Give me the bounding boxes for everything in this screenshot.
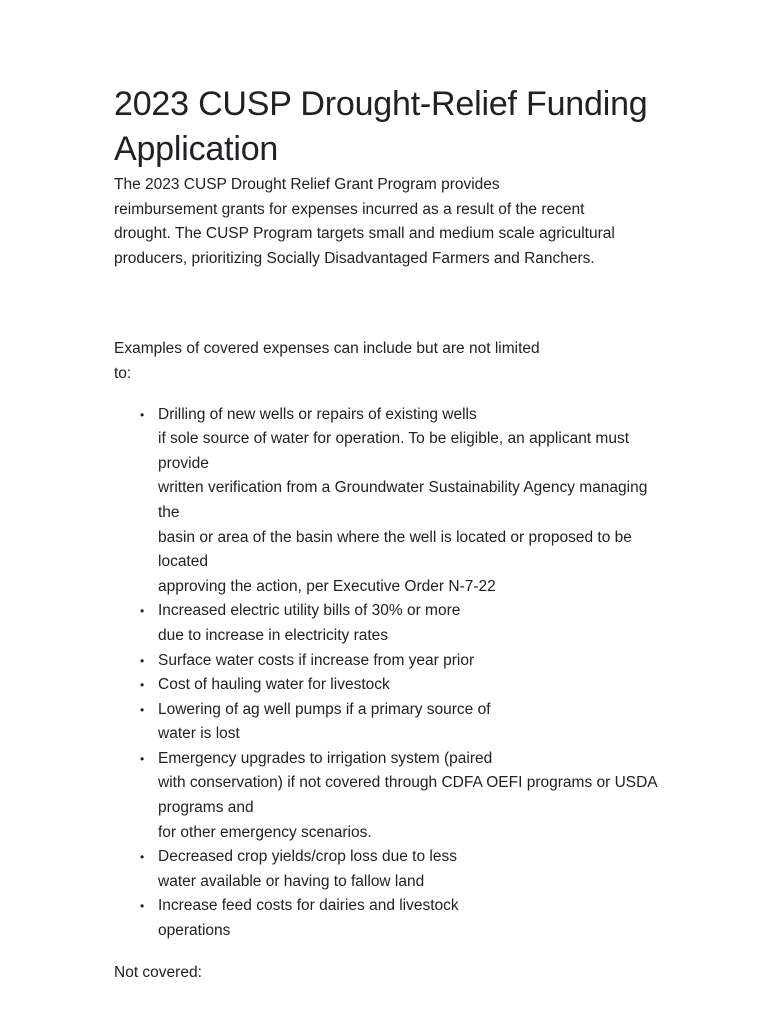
bullet-icon: •: [140, 678, 145, 693]
bullet-icon: •: [140, 407, 145, 422]
examples-line: to:: [114, 364, 132, 382]
document-page: [114, 82, 674, 985]
bullet-icon: •: [140, 899, 145, 914]
page-title: [114, 82, 674, 172]
list-item-line: Drilling of new wells or repairs of existing wells: [158, 405, 477, 423]
bullet-icon: •: [140, 702, 145, 717]
bullet-icon: •: [140, 604, 145, 619]
list-item-line: operations: [158, 922, 231, 940]
examples-paragraph: [114, 337, 674, 386]
list-item: [140, 649, 674, 674]
list-item: [140, 845, 674, 894]
list-item-line: Increase feed costs for dairies and livestock: [158, 897, 459, 915]
list-item: [140, 698, 674, 747]
list-item-line: for other emergency scenarios.: [158, 823, 372, 841]
list-item: [140, 673, 674, 698]
list-item-line: approving the action, per Executive Order N-7-22: [158, 577, 496, 595]
intro-line: reimbursement grants for expenses incurred as a result of the recent: [114, 200, 585, 218]
title-line: 2023 CUSP Drought-Relief Funding: [114, 85, 648, 123]
bullet-icon: •: [140, 850, 145, 865]
list-item-line: provide: [158, 454, 209, 472]
title-line: Application: [114, 130, 279, 168]
list-item-line: basin or area of the basin where the well is located or proposed to be: [158, 528, 632, 546]
examples-line: Examples of covered expenses can include but are not limited: [114, 340, 540, 358]
list-item: [140, 747, 674, 845]
list-item-line: Increased electric utility bills of 30% or more: [158, 602, 461, 620]
list-item-line: Decreased crop yields/crop loss due to less: [158, 848, 457, 866]
intro-line: The 2023 CUSP Drought Relief Grant Program provides: [114, 176, 500, 193]
intro-line: drought. The CUSP Program targets small and medium scale agricultural: [114, 225, 615, 243]
list-item-line: if sole source of water for operation. To be eligible, an applicant must: [158, 430, 630, 448]
list-item-line: Lowering of ag well pumps if a primary source of: [158, 700, 491, 718]
list-item: [140, 403, 674, 600]
covered-expenses-list: [114, 403, 674, 944]
not-covered-heading: Not covered:: [114, 963, 202, 981]
list-item: [140, 599, 674, 648]
list-item-line: the: [158, 503, 180, 521]
list-item-line: Cost of hauling water for livestock: [158, 676, 390, 694]
intro-line: producers, prioritizing Socially Disadvantaged Farmers and Ranchers.: [114, 249, 595, 267]
list-item-line: written verification from a Groundwater Sustainability Agency managing: [158, 479, 648, 497]
list-item-line: located: [158, 553, 208, 571]
list-item-line: Emergency upgrades to irrigation system (paired: [158, 749, 493, 767]
bullet-icon: •: [140, 751, 145, 766]
list-item-line: with conservation) if not covered through CDFA OEFI programs or USDA: [158, 774, 658, 792]
list-item-line: programs and: [158, 799, 254, 817]
list-item-line: Surface water costs if increase from year prior: [158, 651, 475, 669]
list-item-line: water available or having to fallow land: [158, 872, 425, 890]
bullet-icon: •: [140, 653, 145, 668]
list-item-line: water is lost: [158, 725, 240, 743]
intro-paragraph: [114, 173, 674, 271]
list-item-line: due to increase in electricity rates: [158, 626, 389, 644]
list-item: [140, 894, 674, 943]
